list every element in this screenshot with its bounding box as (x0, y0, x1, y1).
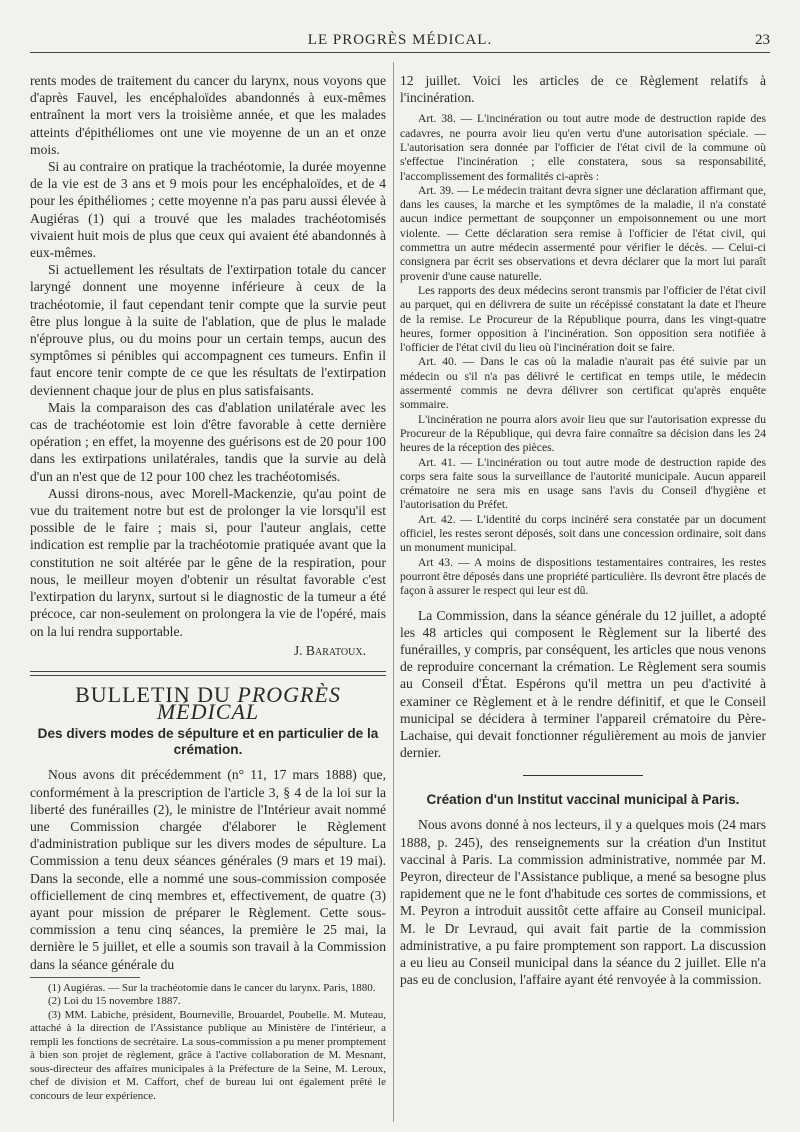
paragraph: Si au contraire on pratique la trachéotomie, la durée moyenne de la vie est de 3 ans et 9 mois pour les encéphaloïdes, et de 4 pour les épithéliomes ; cette moyenne n'a pas paru aussi élevée à Augiéras (1) qui a trouvé que les malades trachéotomisés vivaient huit mois de plus que ceux qui avaient été abandonnés à eux-mêmes. (30, 159, 386, 261)
left-column (30, 72, 386, 1103)
article: Art. 41. — L'incinération ou tout autre mode de destruction rapide des corps sera faite sous la surveillance de l'autorité municipale. Aucun appareil crématoire ne sera mis en usage sans l'avis du Conseil d'hygiène et l'autorisation du Préfet. (400, 455, 766, 512)
section-divider (30, 671, 386, 676)
articles-block (400, 112, 766, 598)
article: Art. 40. — Dans le cas où la maladie n'aurait pas été suivie par un médecin ou s'il n'a pas délivré le certificat en temps utile, le médecin assermenté commis ne devra délivrer son certificat qu'après enquête sommaire. (400, 355, 766, 412)
paragraph: Nous avons donné à nos lecteurs, il y a quelques mois (24 mars 1888, p. 245), des renseignements sur la création d'un Institut vaccinal à Paris. La commission administrative, nommée par M. Peyron, directeur de l'Assistance publique, a mené sa besogne plus rapidement que ne le font d'habitude ces sortes de commissions, et M. Peyron a introduit aussitôt cette affaire au Conseil municipal. M. le Dr Levraud, qui avait fait partie de la commission administrative, a pu faire promptement son rapport. La discussion a eu lieu au Conseil municipal dans la séance du 2 juillet. Elle n'a pas eu de conclusion, l'affaire ayant été renvoyée à la commission. (400, 817, 766, 988)
footnote: (1) Augiéras. — Sur la trachéotomie dans le cancer du larynx. Paris, 1880. (48, 981, 376, 994)
paragraph: La Commission, dans la séance générale du 12 juillet, a adopté les 48 articles qui composent le Règlement sur la liberté des funérailles, y compris, par conséquent, les articles que nous venons de reproduire concernant la crémation. Le Règlement sera soumis au Conseil d'État. Espérons qu'il mettra un peu d'activité à examiner ce Règlement et à le rendre définitif, et que le Conseil municipal se décidera à terminer l'appareil crématoire du Père-Lachaise, qui devait fonctionner régulièrement au mois de janvier dernier. (400, 607, 766, 761)
article: Les rapports des deux médecins seront transmis par l'officier de l'état civil au parquet, qui en délivrera de suite un récépissé constatant la date et l'heure de la remise. Le Procureur de la République pourra, dans les vingt-quatre heures, former opposition à l'incinération. Son opposition sera notifiée à l'officier de l'état civil du lieu où l'incinération doit se faire. (400, 283, 766, 355)
article: Art. 38. — L'incinération ou tout autre mode de destruction rapide des cadavres, ne pourra avoir lieu qu'en vertu d'une autorisation spéciale. — L'autorisation sera donnée par l'officier de l'état civil de la commune où s'effectue l'incinération ; elle constatera, sous sa responsabilité, l'accomplissement des formalités ci-après : (400, 112, 766, 183)
bulletin-heading-prefix: BULLETIN DU (75, 681, 238, 707)
paragraph: Aussi dirons-nous, avec Morell-Mackenzie, qu'au point de vue du traitement notre but est de prolonger la vie lorsqu'il est possible de le faire ; mais si, pour l'auteur anglais, cette indication est remplie par la trachéotomie pratiquée avant que la constitution ne soit altérée par le gêne de la respiration, pour nous, le meilleur moyen d'obtenir un résultat favorable c'est l'extirpation du larynx, surtout si le diagnostic de la tumeur a été précoce, car non-seulement on prolongera la vie de l'opéré, mais on la lui rendra supportable. (30, 485, 386, 639)
footnote-divider (30, 977, 140, 978)
article: Art. 42. — L'identité du corps incinéré sera constatée par un document officiel, les restes seront déposés, soit dans une concession ordinaire, soit dans un monument municipal. (400, 512, 766, 555)
footnotes (30, 982, 386, 1104)
paragraph: Mais la comparaison des cas d'ablation unilatérale avec les cas de trachéotomie est loin d'être favorable à cette dernière opération ; en effet, la moyenne des guérisons est de 20 pour 100 dans les extirpations unilatérales, tandis que la survie au delà d'un an n'est que de 12 pour 100 chez les trachéotomisés. (30, 399, 386, 484)
paragraph: Si actuellement les résultats de l'extirpation totale du cancer laryngé donnent une moyenne inférieure à ceux de la trachéotomie, il faut cependant tenir compte que la survie peut être plus longue à la suite de l'ablation, que de plus le malade n'éprouve plus, ou du moins pour un certain temps, aucun des symptômes si pénibles qui accompagnent ces tumeurs. Enfin il faut encore tenir compte de ce que les résultats de l'extirpation deviennent chaque jour de plus en plus satisfaisants. (30, 262, 386, 398)
author-signature: J. Baratoux. (293, 642, 366, 658)
bulletin-heading-journal: PROGRÈS MÉDICAL (156, 681, 341, 725)
page-header (30, 30, 770, 53)
section-divider (523, 775, 643, 776)
journal-title: LE PROGRÈS MÉDICAL. (307, 32, 493, 48)
footnote: (2) Loi du 15 novembre 1887. (48, 995, 181, 1008)
paragraph: 12 juillet. Voici les articles de ce Règlement relatifs à l'incinération. (400, 73, 766, 106)
footnote: (3) MM. Labiche, président, Bourneville, Brouardel, Poubelle. M. Muteau, attaché à la direction de l'Assistance publique au Ministère de l'intérieur, a rempli les fonctions de secrétaire. La sous-commission a pu mener promptement à bien son projet de règlement, grâce à l'active collaboration de M. Mesnant, sous-directeur des affaires municipales à la Préfecture de la Seine, M. Leroux, chef de division et M. Caffort, chef de bureau lui ont également prêté le concours de leur expérience. (30, 1008, 386, 1102)
section-title: Création d'un Institut vaccinal municipal à Paris. (426, 792, 740, 808)
paragraph: rents modes de traitement du cancer du larynx, nous voyons que d'après Fauvel, les encéphaloïdes abandonnés à eux-mêmes entraînent la mort vers la troisième année, et que les malades atteints d'épithéliomes ont une vie moyenne de un an et onze mois. (30, 73, 386, 157)
section-title: Des divers modes de sépulture et en particulier de la crémation. (37, 726, 379, 758)
page-number: 23 (755, 32, 770, 48)
bulletin-heading (30, 681, 386, 725)
article: Art. 39. — Le médecin traitant devra signer une déclaration affirmant que, dans les causes, la marche et les symptômes de la maladie, il n'a constaté aucun indice permettant de soupçonner un empoisonnement ou une mort violente. — Cette déclaration sera remise à l'officier de l'état civil, qui commettra un autre médecin assermenté pour vérifier le décès. — Celui-ci consignera par écrit ses observations et devra déclarer que la mort lui paraît provenir d'une cause naturelle. (400, 183, 766, 283)
column-divider (393, 62, 394, 1122)
article: Art 43. — A moins de dispositions testamentaires contraires, les restes pourront être déposés dans une propriété particulière. Ils devront être placés de façon à assurer le respect qui leur est dû. (400, 555, 766, 598)
paragraph: Nous avons dit précédemment (n° 11, 17 mars 1888) que, conformément à la prescription de l'article 3, § 4 de la loi sur la liberté des funérailles (2), le ministre de l'Intérieur avait nommé une Commission chargée d'élaborer le Règlement d'administration publique sur les divers modes de sépulture. La Commission a tenu deux séances générales (9 mars et 19 mai). Dans la seconde, elle a nommé une sous-commission composée officiellement de cinq membres et, effectivement, de quatre (3) ayant pour mission de préparer le Règlement. Cette sous-commission a tenu cinq séances, la première le 25 mai, la dernière le 5 juillet, et elle a soumis son travail à la Commission dans la séance générale du (30, 767, 386, 972)
article: L'incinération ne pourra alors avoir lieu que sur l'autorisation expresse du Procureur de la République, qui devra faire connaître sa décision dans les 24 heures de la réception des pièces. (400, 412, 766, 455)
right-column (400, 72, 766, 988)
